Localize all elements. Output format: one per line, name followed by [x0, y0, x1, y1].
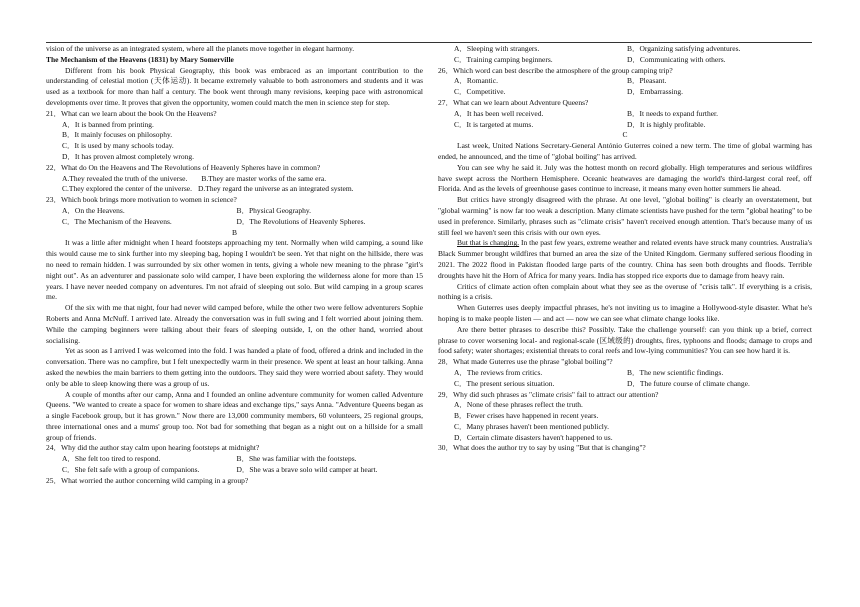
option-row [46, 217, 423, 228]
top-rule [46, 42, 812, 43]
answer-option: C．The Mechanism of the Heavens. [62, 216, 172, 226]
answer-option: D．The Revolutions of Heavenly Spheres. [236, 216, 366, 226]
answer-option: A．She felt too tired to respond. [62, 454, 161, 464]
book-paragraph: Different from his book Physical Geography, this book was embraced as an important contribution to the understanding of celestial motion (天体运动). It became extremely valuable to both astronomers and students and it was used as a textbook for more than half a century. The book went through many revisions, keeping pace with astronomical developments over time. It proves that given the opportunity, women could match the men in science step for step. [46, 65, 423, 107]
answer-option: C．The present serious situation. [454, 378, 555, 388]
question-26 [438, 66, 812, 98]
answer-option: D．She was a brave solo wild camper at heart. [236, 465, 378, 475]
answer-option: C．She felt safe with a group of companions. [62, 465, 200, 475]
answer-option: A．It has been well received. [454, 108, 544, 118]
question-stem: 28．What made Guterres use the phrase "global boiling"? [438, 357, 613, 367]
answer-option: B．It needs to expand further. [627, 108, 719, 118]
answer-option: D．Communicating with others. [627, 54, 726, 64]
option-row [438, 55, 812, 66]
section-heading-c: C [622, 130, 628, 140]
passage-c-paragraph: Are there better phrases to describe this? Possibly. Take the challenge yourself: can you think up a brief, correct phrase to cover worsening local- and regional-scale (区域级的) droughts, fires, typhoons and floods; damage to crops and food safety; water shortages; existential threats to coral reefs and low-lying communities? You can see how hard it is. [438, 324, 812, 356]
question-24 [46, 443, 423, 475]
passage-b-paragraph: A couple of months after our camp, Anna and I founded an online adventure community for women called Adventure Queens. "We wanted to create a space for women to share ideas and exchange tips," says Anna. "Adventure Queens began as a single Facebook group, but it has grown." Now there are 13,000 community members, 60 volunteers, 25 regional groups, three international ones and a mums' group too. Not bad for something that began as a night out on a hillside for a small group of friends. [46, 389, 423, 442]
question-stem: 22．What do On the Heavens and The Revolutions of Heavenly Spheres have in common? [46, 162, 321, 172]
question-25-stem: 25．What worried the author concerning wild camping in a group? [46, 475, 249, 485]
question-25-options [438, 44, 812, 66]
question-stem: 29．Why did such phrases as "climate crisis" fail to attract our attention? [438, 389, 659, 399]
question-21 [46, 109, 423, 163]
passage-c-paragraph [438, 238, 812, 281]
question-stem: 27．What can we learn about Adventure Queens? [438, 97, 589, 107]
answer-option: B．Fewer crises have happened in recent years. [454, 411, 599, 421]
answer-option: C．Competitive. [454, 87, 506, 97]
option-row [46, 174, 423, 185]
passage-b-paragraph: Yet as soon as I arrived I was welcomed into the fold. I was handed a plate of food, offered a drink and included in the conversation. There was no campfire, but I felt unexpectedly warm in their presence. We spent at least an hour talking. Anna asked the newbies the main barriers to them getting into the outdoors. They said they were worried about safety. They would only be able to sleep knowing there was a group of us. [46, 346, 423, 388]
answer-option: B．It mainly focuses on philosophy. [62, 130, 173, 140]
option-row [438, 379, 812, 390]
option-row [438, 120, 812, 131]
question-stem: 24．Why did the author stay calm upon hearing footsteps at midnight? [46, 443, 260, 453]
option-row [438, 76, 812, 87]
book-title: The Mechanism of the Heavens (1831) by Mary Somerville [46, 54, 234, 64]
option-row [46, 454, 423, 465]
answer-option: D．Embarrassing. [627, 87, 684, 97]
answer-option: A．Sleeping with strangers. [454, 44, 540, 53]
question-22 [46, 163, 423, 195]
option-row [438, 44, 812, 55]
question-29 [438, 390, 812, 444]
answer-option: D.They regard the universe as an integrated system. [197, 184, 354, 194]
option-row [46, 206, 423, 217]
right-column [438, 44, 812, 454]
answer-option: B．The new scientific findings. [627, 367, 724, 377]
answer-option: D．It is highly profitable. [627, 119, 706, 129]
answer-option: D．The future course of climate change. [627, 378, 750, 388]
answer-option: A.They revealed the truth of the universe. [62, 173, 188, 183]
answer-option: D．It has proven almost completely wrong. [62, 151, 195, 161]
answer-option: B.They are master works of the same era. [201, 173, 327, 183]
answer-option: A．None of these phrases reflect the truth. [454, 400, 583, 410]
passage-c-paragraph: Last week, United Nations Secretary-General António Guterres coined a new term. The time of global warming has ended, he announced, and the time of "global boiling" has arrived. [438, 141, 812, 161]
underlined-phrase: But that is changing. [457, 238, 520, 248]
answer-option: C.They explored the center of the universe. [62, 184, 192, 194]
answer-option: B．Physical Geography. [236, 205, 312, 215]
option-row [438, 87, 812, 98]
question-23 [46, 195, 423, 227]
passage-c-paragraph: But critics have strongly disagreed with the phrase. At one level, "global boiling" is clearly an overstatement, but "global warming" is now far too weak a description. Many climate scientists have pushed for the term "global heating" to be used in preference. Similarly, phrases such as "climate crisis" haven't received enough attention. That's because many of us still feel we haven't seen this crisis with our own eyes. [438, 195, 812, 237]
question-stem: 21．What can we learn about the book On the Heavens? [46, 108, 217, 118]
left-column [46, 44, 423, 487]
answer-option: C．It is targeted at mums. [454, 119, 534, 129]
answer-option: B．Pleasant. [627, 76, 667, 86]
question-stem: 23．Which book brings more motivation to women in science? [46, 195, 237, 205]
answer-option: A．Romantic. [454, 76, 498, 86]
passage-a-tail: vision of the universe as an integrated system, where all the planets move together in elegant harmony. [46, 44, 355, 53]
answer-option: A．The reviews from critics. [454, 367, 543, 377]
option-row [438, 368, 812, 379]
section-heading-b: B [231, 227, 237, 237]
answer-option: D．Certain climate disasters haven't happened to us. [454, 432, 613, 442]
option-row [46, 465, 423, 476]
passage-b-paragraph: It was a little after midnight when I heard footsteps approaching my tent. Normally when wild camping, a sound like this would cause me to sink further into my sleeping bag, hoping I wouldn't be seen. Yet that night on the hillside, there was no need to remain hidden. I was surrounded by six other women in tents, giving a whole new meaning to the phrase "girl's night out". As an adventurer and passionate solo wild camper, I have been exploring the wilderness alone for more than 15 years. I have never needed company on adventures. I'm not afraid of sleeping out solo. But wild camping in a group scares me. [46, 238, 423, 302]
answer-option: B．Organizing satisfying adventures. [627, 44, 741, 53]
paragraph-text: In the past few years, extreme weather and related events have struck many countries. Australia's Black Summer brought wildfires that burned an area the size of the United Kingdom. Germany suffered serious flooding in 2021. The 2022 flood in Pakistan flooded large parts of the country. China has seen both droughts and floods. Terrible droughts have hit the Horn of Africa for many years. India has stopped rice exports due to damage from heavy rain. [438, 238, 813, 280]
answer-option: C．Many phrases haven't been mentioned publicly. [454, 421, 609, 431]
question-27 [438, 98, 812, 130]
option-row [438, 109, 812, 120]
answer-option: A．On the Heavens. [62, 205, 125, 215]
question-28 [438, 357, 812, 389]
option-row [46, 184, 423, 195]
answer-option: B．She was familiar with the footsteps. [236, 454, 357, 464]
passage-c-paragraph: When Guterres uses deeply impactful phrases, he's not inviting us to imagine a Hollywood-style disaster. What he's hoping is to make people listen — and act — now we can see what climate change looks like. [438, 303, 812, 323]
passage-c-paragraph: Critics of climate action often complain about what they see as the overuse of "crisis talk". If everything is a crisis, nothing is a crisis. [438, 281, 812, 302]
question-stem: 26．Which word can best describe the atmosphere of the group camping trip? [438, 65, 673, 75]
answer-option: C．Training camping beginners. [454, 54, 553, 64]
question-30-stem: 30．What does the author try to say by using "But that is changing"? [438, 443, 646, 453]
answer-option: A．It is banned from printing. [62, 119, 154, 129]
passage-b-paragraph: Of the six with me that night, four had never wild camped before, while the other two were fellow adventurers Sophie Roberts and Anna McNuff. I arrived late. Already the conversation was in full swing and I felt worried about joining them. While the camping beginners were talking about their fears of sleeping outside, I, on the other hand, worried about socialising. [46, 303, 423, 345]
answer-option: C．It is used by many schools today. [62, 141, 174, 151]
passage-c-paragraph: You can see why he said it. July was the hottest month on record globally. High temperatures and serious wildfires have swept across the Northern Hemisphere. Oceanic heatwaves are damaging the world's third-largest coral reef, off Florida. And as the levels of greenhouse gases continue to increase, it means many even hotter summers lie ahead. [438, 162, 812, 194]
